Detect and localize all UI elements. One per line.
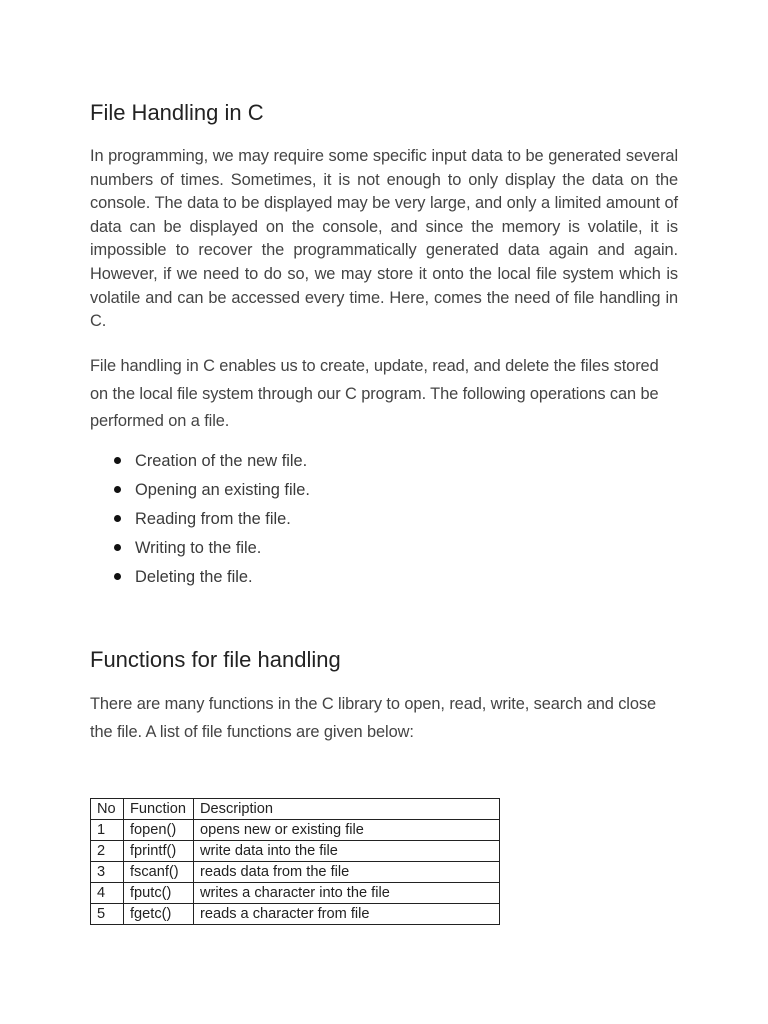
table-header-cell: Function <box>124 799 194 820</box>
table-cell-function: fopen() <box>124 820 194 841</box>
list-item-text: Creation of the new file. <box>135 452 308 470</box>
table-cell-function: fputc() <box>124 883 194 904</box>
list-item-text: Writing to the file. <box>135 539 262 557</box>
table-cell-description: reads data from the file <box>194 862 500 883</box>
operations-intro-paragraph: File handling in C enables us to create, update, read, and delete the files stored on the local file system through our C program. The following operations can be performed on a file. <box>90 357 659 430</box>
table-cell-no: 1 <box>91 820 124 841</box>
table-cell-description: write data into the file <box>194 841 500 862</box>
intro-paragraph: In programming, we may require some specific input data to be generated several numbers of times. Sometimes, it is not enough to only display the data on the console. The data to be displayed may be very large, and only a limited amount of data can be displayed on the console, and since the memory is volatile, it is impossible to recover the programmatically generated data again and again. However, if we need to do so, we may store it onto the local file system which is volatile and can be accessed every time. Here, comes the need of file handling in C. <box>90 147 678 331</box>
list-item <box>112 449 310 478</box>
table-cell-no: 3 <box>91 862 124 883</box>
list-item-text: Opening an existing file. <box>135 481 310 499</box>
bullet-icon <box>114 515 121 522</box>
list-item <box>112 478 310 507</box>
section-title-file-handling: File Handling in C <box>90 100 264 125</box>
table-cell-description: opens new or existing file <box>194 820 500 841</box>
table-cell-description: reads a character from file <box>194 904 500 925</box>
list-item <box>112 507 310 536</box>
bullet-icon <box>114 486 121 493</box>
table-cell-no: 2 <box>91 841 124 862</box>
list-item-text: Reading from the file. <box>135 510 291 528</box>
file-functions-table <box>90 798 500 925</box>
table-cell-no: 4 <box>91 883 124 904</box>
table-row <box>91 862 500 883</box>
table-cell-function: fprintf() <box>124 841 194 862</box>
table-header-row <box>91 799 500 820</box>
bullet-icon <box>114 544 121 551</box>
section-title-functions: Functions for file handling <box>90 647 341 672</box>
table-cell-function: fgetc() <box>124 904 194 925</box>
functions-intro-paragraph: There are many functions in the C library to open, read, write, search and close the file. A list of file functions are given below: <box>90 695 656 741</box>
table-cell-no: 5 <box>91 904 124 925</box>
bullet-icon <box>114 457 121 464</box>
table-row <box>91 883 500 904</box>
table-cell-description: writes a character into the file <box>194 883 500 904</box>
table-header-cell: No <box>91 799 124 820</box>
table-row <box>91 820 500 841</box>
list-item-text: Deleting the file. <box>135 568 253 586</box>
table-cell-function: fscanf() <box>124 862 194 883</box>
list-item <box>112 536 310 565</box>
operations-list <box>112 449 310 594</box>
list-item <box>112 565 310 594</box>
table-row <box>91 904 500 925</box>
table-header-cell: Description <box>194 799 500 820</box>
table-row <box>91 841 500 862</box>
bullet-icon <box>114 573 121 580</box>
